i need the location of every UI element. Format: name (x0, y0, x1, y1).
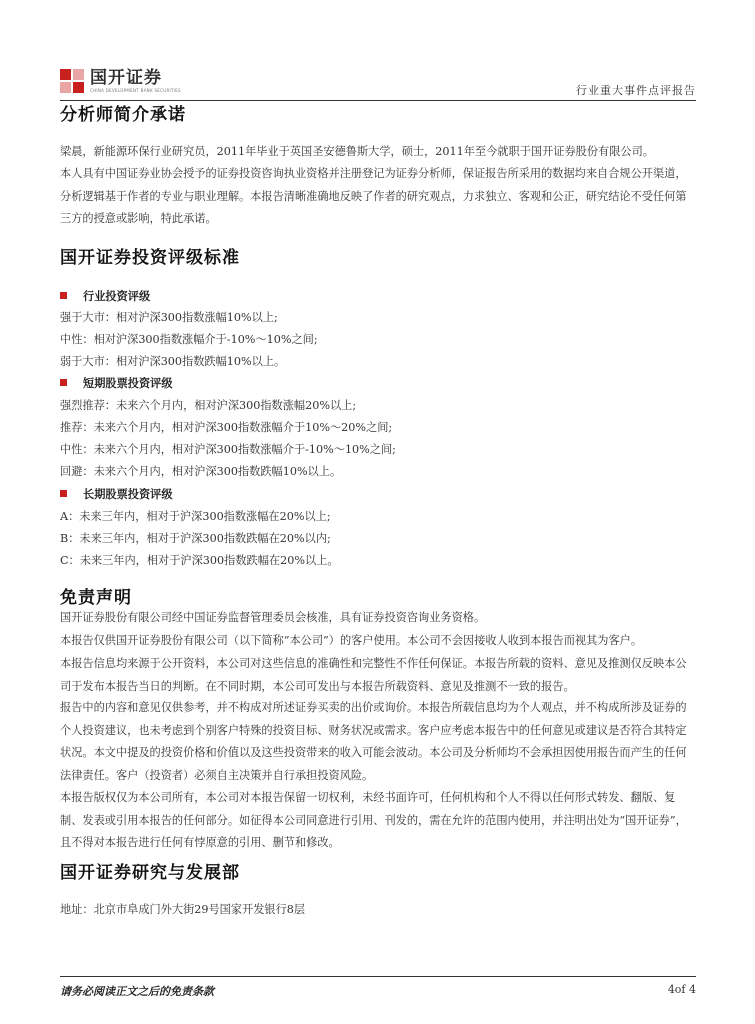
bullet-icon (60, 490, 67, 497)
rating-group-heading: 行业投资评级 (60, 288, 150, 304)
logo-name: 国开证券 (90, 67, 162, 88)
rating-line: 中性：未来六个月内，相对沪深300指数涨幅介于-10%～10%之间; (60, 443, 396, 456)
page-number: 4of 4 (667, 983, 696, 996)
logo-icon (60, 69, 84, 93)
rating-group-heading: 短期股票投资评级 (60, 375, 173, 391)
rating-line: 弱于大市：相对沪深300指数跌幅10%以上。 (60, 355, 286, 368)
disclaimer-paragraph: 本报告仅供国开证券股份有限公司（以下简称“本公司”）的客户使用。本公司不会因接收人收到本报告而视其为客户。 (60, 634, 643, 647)
rating-line: 强于大市：相对沪深300指数涨幅10%以上; (60, 311, 278, 324)
rating-line: 强烈推荐：未来六个月内，相对沪深300指数涨幅20%以上; (60, 399, 357, 412)
analyst-pledge: 本人具有中国证券业协会授予的证券投资咨询执业资格并注册登记为证券分析师，保证报告所采用的数据均来自合规公开渠道，分析逻辑基于作者的专业与职业理解。本报告清晰准确地反映了作者的研究观点，力求独立、客观和公正，研究结论不受任何第三方的授意或影响，特此承诺。 (60, 167, 687, 225)
bullet-icon (60, 292, 67, 299)
disclaimer-paragraph: 报告中的内容和意见仅供参考，并不构成对所述证券买卖的出价或询价。本报告所载信息均为个人观点，并不构成所涉及证券的个人投资建议，也未考虑到个别客户特殊的投资目标、财务状况或需求。客户应考虑本报告中的任何意见或建议是否符合其特定状况。本文中提及的投资价格和价值以及这些投资带来的收入可能会波动。本公司及分析师均不会承担因使用报告而产生的任何法律责任。客户（投资者）必须自主决策并自行承担投资风险。 (60, 701, 687, 782)
analyst-bio: 梁晨，新能源环保行业研究员，2011年毕业于英国圣安德鲁斯大学，硕士，2011年至今就职于国开证券股份有限公司。 (60, 145, 654, 158)
analyst-section-title: 分析师简介承诺 (60, 105, 186, 125)
rating-line: A：未来三年内，相对于沪深300指数涨幅在20%以上; (60, 510, 331, 523)
rating-line: 回避：未来六个月内，相对沪深300指数跌幅10%以上。 (60, 465, 342, 478)
disclaimer-section-title: 免责声明 (60, 588, 132, 608)
footer-notice: 请务必阅读正文之后的免责条款 (60, 985, 214, 998)
rating-line: 中性：相对沪深300指数涨幅介于-10%～10%之间; (60, 333, 318, 346)
rating-line: B：未来三年内，相对于沪深300指数跌幅在20%以内; (60, 532, 331, 545)
disclaimer-paragraph: 本报告信息均来源于公开资料，本公司对这些信息的准确性和完整性不作任何保证。本报告所载的资料、意见及推测仅反映本公司于发布本报告当日的判断。在不同时期，本公司可发出与本报告所载资料、意见及推测不一致的报告。 (60, 657, 687, 693)
rating-section-title: 国开证券投资评级标准 (60, 248, 240, 268)
rating-line: C：未来三年内，相对于沪深300指数跌幅在20%以上。 (60, 554, 339, 567)
company-logo (60, 64, 181, 98)
rating-group-heading: 长期股票投资评级 (60, 486, 173, 502)
page-header (60, 64, 696, 100)
rating-line: 推荐：未来六个月内，相对沪深300指数涨幅介于10%～20%之间; (60, 421, 393, 434)
footer-divider (60, 976, 696, 977)
report-type-label: 行业重大事件点评报告 (576, 84, 696, 97)
dept-address: 地址：北京市阜成门外大街29号国家开发银行8层 (60, 903, 306, 916)
bullet-icon (60, 379, 67, 386)
disclaimer-paragraph: 国开证券股份有限公司经中国证券监督管理委员会核准，具有证券投资咨询业务资格。 (60, 611, 486, 624)
logo-english-name: CHINA DEVELOPMENT BANK SECURITIES (90, 87, 181, 93)
disclaimer-paragraph: 本报告版权仅为本公司所有，本公司对本报告保留一切权利，未经书面许可，任何机构和个人不得以任何形式转发、翻版、复制、发表或引用本报告的任何部分。如征得本公司同意进行引用、刊发的，需在允许的范围内使用，并注明出处为“国开证券”，且不得对本报告进行任何有悖原意的引用、删节和修改。 (60, 791, 687, 849)
dept-section-title: 国开证券研究与发展部 (60, 863, 240, 883)
